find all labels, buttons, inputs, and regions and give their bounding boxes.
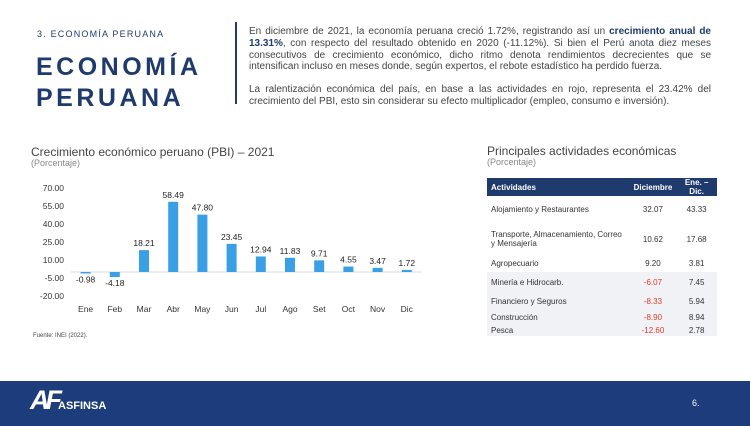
table-row	[487, 292, 717, 310]
bar-dic	[402, 270, 412, 272]
row-activity: Agropecuario	[491, 259, 539, 268]
table-row	[487, 310, 717, 324]
chart-subtitle: (Porcentaje)	[31, 158, 81, 168]
row-activity: Construcción	[487, 310, 630, 324]
x-tick-label: Jul	[255, 304, 267, 314]
data-label: 18.21	[133, 238, 155, 249]
intro-p1-part-c: , con respecto del resultado obtenido en 2020 (-11.12%). Si bien el Perú anota diez meses consecutivos de crecimiento económico, dicho ritmo denota rendimientos decrecientes que se intensifican incluso en meses donde, según expertos, el rebote estadístico ha perdido fuerza.	[249, 37, 711, 73]
footer-bar	[0, 381, 750, 426]
bar-abr	[168, 202, 178, 272]
table-row	[487, 324, 717, 336]
row-activity: Pesca	[487, 324, 630, 336]
bar-nov	[373, 268, 383, 272]
data-label: 58.49	[162, 189, 184, 200]
row-ene-dic: 7.45	[676, 272, 717, 292]
bar-oct	[343, 267, 353, 272]
bar-mar	[139, 250, 149, 272]
row-diciembre: 9.20	[645, 259, 661, 268]
page-title-line2: PERUANA	[36, 84, 185, 112]
data-label: -4.18	[105, 278, 125, 289]
row-ene-dic: 2.78	[676, 324, 717, 336]
row-ene-dic: 43.33	[686, 205, 707, 214]
page-title	[36, 52, 226, 114]
row-activity: Alojamiento y Restaurantes	[491, 205, 589, 214]
table-subtitle: (Porcentaje)	[487, 157, 537, 167]
y-tick-label: 10.00	[42, 255, 64, 265]
y-tick-label: 25.00	[42, 237, 64, 247]
intro-text	[249, 26, 711, 119]
bar-ene	[81, 272, 91, 274]
x-tick-label: Mar	[136, 304, 152, 314]
x-tick-label: Oct	[341, 304, 356, 314]
row-ene-dic: 8.94	[676, 310, 717, 324]
table-row	[487, 196, 717, 223]
bar-feb	[110, 272, 120, 277]
intro-p1-part-a: En diciembre de 2021, la economía peruana creció 1.72%, registrando así un	[249, 26, 610, 37]
row-diciembre: -6.07	[630, 272, 677, 292]
bar-set	[314, 260, 324, 272]
data-label: 47.80	[191, 202, 214, 213]
y-tick-label: -5.00	[44, 273, 64, 283]
data-label: 3.47	[369, 255, 386, 266]
row-diciembre: -8.90	[630, 310, 677, 324]
table-title: Principales actividades económicas	[487, 144, 677, 158]
row-activity: Financiero y Seguros	[487, 292, 630, 310]
x-tick-label: May	[194, 304, 211, 314]
header-actividades: Actividades	[487, 178, 630, 196]
page-title-line1: ECONOMÍA	[36, 53, 202, 81]
bar-may	[197, 215, 207, 272]
table-header-row	[487, 178, 717, 196]
logo-name: ASFINSA	[58, 400, 107, 412]
section-label: 3. ECONOMÍA PERUANA	[37, 29, 165, 39]
table-row	[487, 255, 717, 272]
y-tick-label: -20.00	[39, 291, 64, 301]
source-note: Fuente: INEI (2022).	[33, 333, 88, 339]
header-diciembre: Diciembre	[630, 178, 677, 196]
activities-table	[487, 178, 717, 336]
row-ene-dic: 3.81	[688, 259, 705, 268]
intro-paragraph-2: La ralentización económica del país, en base a las actividades en rojo, representa el 23.42% del crecimiento del PBI, esto sin considerar su efecto multiplicador (empleo, consumo e inversión).	[249, 84, 711, 107]
bar-ago	[285, 258, 295, 272]
row-diciembre: 10.62	[642, 234, 663, 244]
y-tick-label: 55.00	[42, 201, 64, 211]
table-row	[487, 223, 717, 255]
y-tick-label: 70.00	[42, 183, 64, 193]
gdp-bar-chart	[30, 178, 430, 323]
intro-p1-highlight: crecimiento anual de 13.31%	[249, 26, 711, 49]
data-label: 1.72	[398, 257, 416, 268]
x-tick-label: Nov	[370, 304, 386, 314]
row-ene-dic: 5.94	[676, 292, 717, 310]
header-ene-dic: Ene. – Dic.	[676, 178, 717, 196]
y-tick-label: 40.00	[42, 219, 64, 229]
x-tick-label: Set	[312, 304, 326, 314]
x-tick-label: Feb	[107, 304, 123, 314]
bar-jul	[256, 256, 266, 272]
chart-title: Crecimiento económico peruano (PBI) – 2021	[31, 145, 275, 159]
x-tick-label: Dic	[400, 304, 413, 314]
page-number: 6.	[692, 398, 700, 408]
data-label: -0.98	[75, 274, 96, 285]
intro-paragraph-1	[249, 26, 711, 73]
row-ene-dic: 17.68	[686, 234, 707, 244]
data-label: 23.45	[220, 231, 243, 242]
logo-mark: AF	[30, 385, 58, 415]
row-diciembre: -12.60	[630, 324, 677, 336]
divider-line	[235, 22, 237, 104]
x-tick-label: Abr	[166, 304, 180, 314]
x-tick-label: Ene	[78, 304, 94, 314]
data-label: 9.71	[310, 248, 328, 259]
x-tick-label: Ago	[282, 304, 298, 314]
table-row	[487, 272, 717, 292]
data-label: 12.94	[250, 244, 272, 255]
row-diciembre: -8.33	[630, 292, 677, 310]
row-activity: Transporte, Almacenamiento, Correo y Mensajería	[491, 230, 622, 248]
row-diciembre: 32.07	[642, 205, 663, 214]
x-tick-label: Jun	[224, 304, 239, 314]
row-activity: Minería e Hidrocarb.	[487, 272, 630, 292]
data-label: 11.83	[279, 245, 301, 256]
bar-jun	[227, 244, 237, 272]
data-label: 4.55	[340, 254, 357, 265]
